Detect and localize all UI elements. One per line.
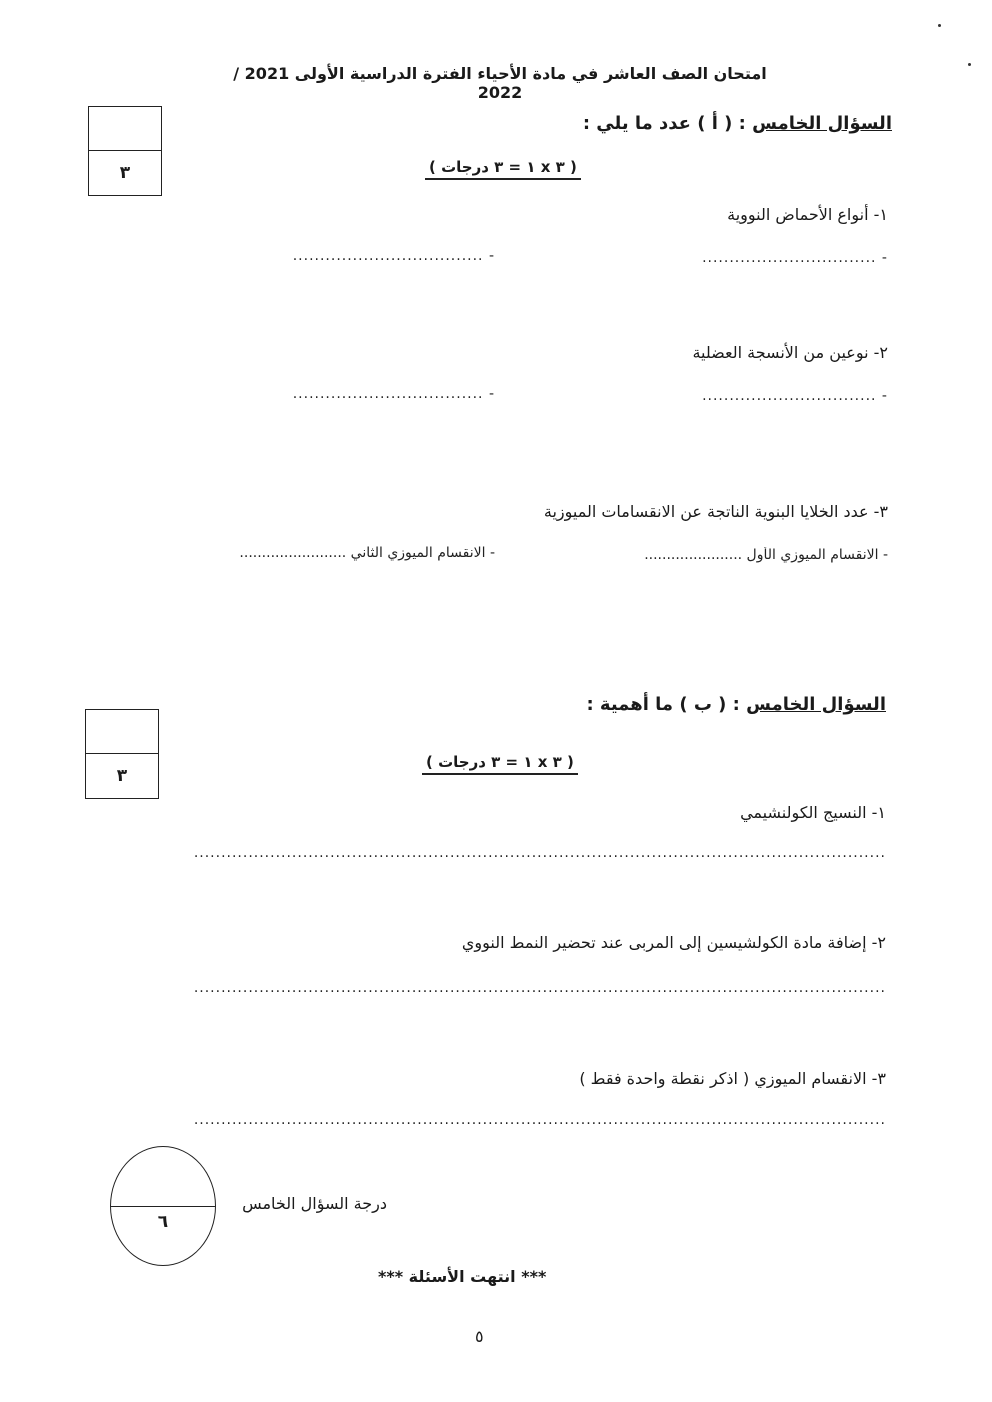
total-label: درجة السؤال الخامس [242,1194,387,1213]
part-a-score-box-top [89,107,161,151]
part-a-item-2-blank-1: - ................................ [702,388,888,404]
part-b-score-box-value: ٣ [116,766,128,786]
part-b-item-2-text: ٢- إضافة مادة الكولشيسين إلى المربى عند تحضير النمط النووي [461,933,886,952]
part-a-item-3-text: ٣- عدد الخلايا البنوية الناتجة عن الانقسامات الميوزية [543,502,888,521]
part-b-marks: ( ٣ x ١ = ٣ درجات ) [422,753,578,775]
part-a-marks: ( ٣ x ١ = ٣ درجات ) [425,158,581,180]
part-b-item-1-text: ١- النسيج الكولنشيمي [740,803,886,822]
part-b-title-lead: السؤال الخامس [746,694,886,715]
page-number: ٥ [475,1327,484,1346]
part-a-title [583,113,892,134]
part-a-item-1-text: ١- أنواع الأحماض النووية [727,205,888,224]
part-b-item-2-blank: ............................................................................................................................... [193,980,886,996]
part-a-title-rest: : ( أ ) عدد ما يلي : [582,113,746,134]
part-b-item-1-blank: ............................................................................................................................... [193,845,886,861]
part-b-score-box [85,709,159,799]
part-a-item-3-blank-1: - الانقسام الميوزي الأول ...................... [644,547,888,563]
scan-speck [938,24,941,27]
total-score-circle [110,1146,216,1266]
total-score-value: ٦ [157,1211,169,1232]
end-of-questions: *** انتهت الأسئلة *** [378,1267,547,1286]
part-b-item-3-text: ٣- الانقسام الميوزي ( اذكر نقطة واحدة فقط ) [579,1069,886,1088]
part-a-item-2-text: ٢- نوعين من الأنسجة العضلية [692,343,888,362]
part-b-score-box-top [86,710,158,754]
part-b-title [586,694,886,715]
part-a-item-1-blank-2: - ................................... [292,248,495,264]
part-a-title-lead: السؤال الخامس [752,113,892,134]
total-score-divider [111,1206,215,1207]
part-b-title-rest: : ( ب ) ما أهمية : [586,694,740,715]
part-a-item-3-blank-2: - الانقسام الميوزي الثاني ........................ [239,545,495,561]
part-a-item-1-blank-1: - ................................ [702,250,888,266]
part-b-item-3-blank: ............................................................................................................................... [193,1112,886,1128]
part-a-score-box-value: ٣ [119,163,131,183]
part-a-score-box [88,106,162,196]
exam-header: امتحان الصف العاشر في مادة الأحياء الفترة الدراسية الأولى 2021 / 2022 [233,64,767,102]
scan-speck [968,63,971,66]
part-a-item-2-blank-2: - ................................... [292,386,495,402]
